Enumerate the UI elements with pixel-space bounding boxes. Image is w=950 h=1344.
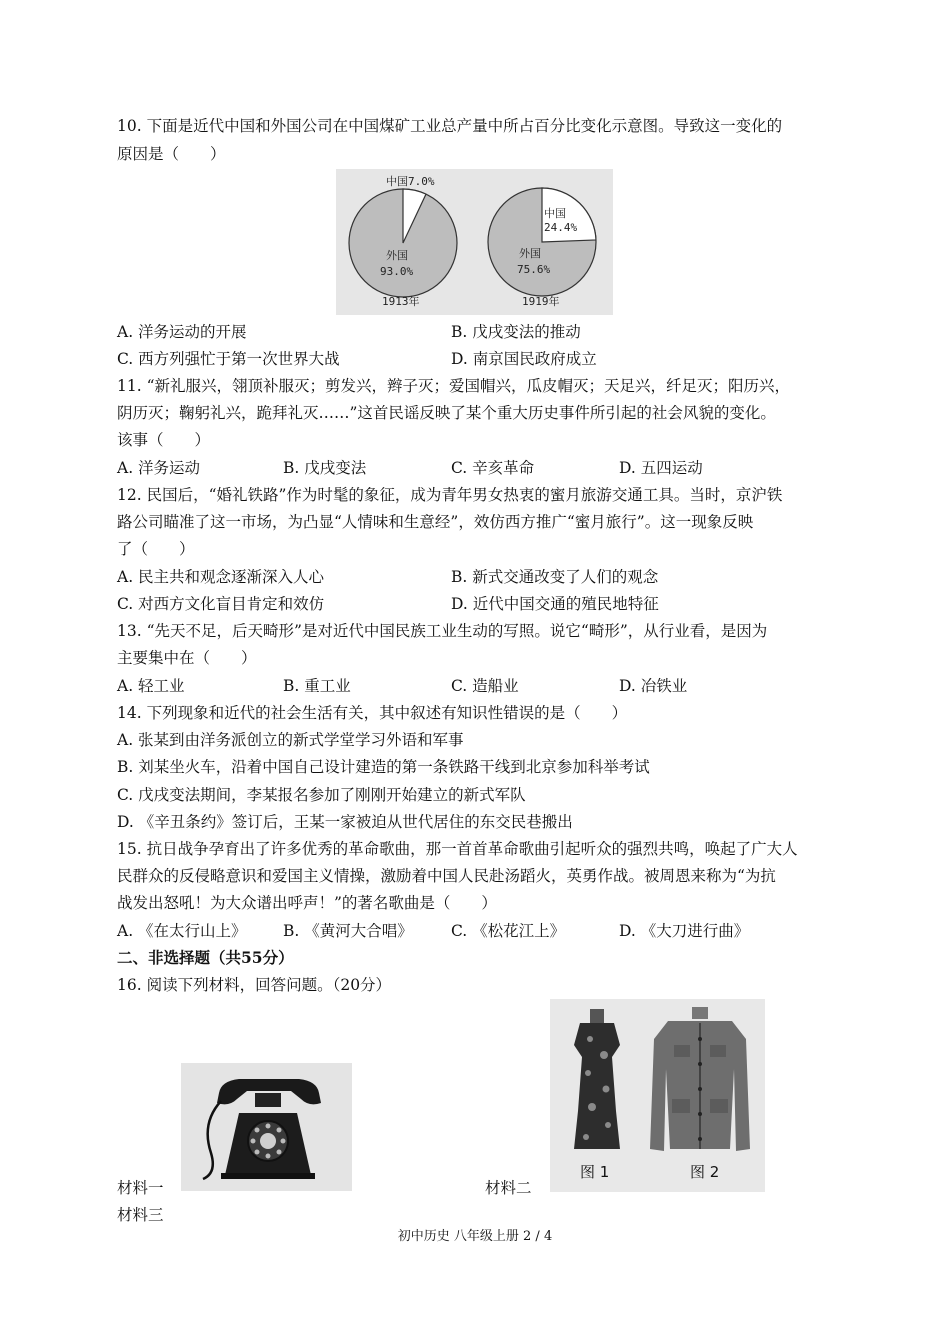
pie1-foreign-value: 93.0% <box>380 265 414 278</box>
section-title: 二、非选择题（共55分） <box>117 948 294 967</box>
fig1-label: 图 1 <box>580 1163 610 1181</box>
q11-stem-line3: 该事（ ） <box>117 431 211 449</box>
q12-stem-line1: 12. 民国后，“婚礼铁路”作为时髦的象征，成为青年男女热衷的蜜月旅游交通工具。当时，京沪铁 <box>117 486 783 504</box>
pie-chart-figure <box>336 169 613 315</box>
q12-stem-line2: 路公司瞄准了这一市场，为凸显“人情味和生意经”，效仿西方推广“蜜月旅行”。这一现象反映 <box>117 513 754 531</box>
q10-option-c: C. 西方列强忙于第一次世界大战 <box>117 350 340 368</box>
q14-stem: 14. 下列现象和近代的社会生活有关，其中叙述有知识性错误的是（ ） <box>117 704 628 722</box>
pie1-china-label: 中国7.0% <box>386 175 435 188</box>
q10-option-a: A. 洋务运动的开展 <box>117 323 247 341</box>
q15-option-d: D. 《大刀进行曲》 <box>619 922 750 940</box>
q10-stem-line1: 10. 下面是近代中国和外国公司在中国煤矿工业总产量中所占百分比变化示意图。导致这一变化的 <box>117 117 783 135</box>
pie-chart-svg <box>336 169 613 315</box>
q15-stem-line1: 15. 抗日战争孕育出了许多优秀的革命歌曲，那一首首革命歌曲引起听众的强烈共鸣，唤起了广大人 <box>117 840 798 858</box>
q12-option-a: A. 民主共和观念逐渐深入人心 <box>117 568 325 586</box>
pie1-year-label: 1913年 <box>382 295 420 308</box>
pie2-foreign-value: 75.6% <box>517 263 551 276</box>
q14-option-a: A. 张某到由洋务派创立的新式学堂学习外语和军事 <box>117 731 464 749</box>
q11-option-c: C. 辛亥革命 <box>451 459 535 477</box>
q15-stem-line3: 战发出怒吼！为大众谱出呼声！”的著名歌曲是（ ） <box>117 894 497 912</box>
q11-option-b: B. 戊戌变法 <box>283 459 367 477</box>
q10-option-b: B. 戊戌变法的推动 <box>451 323 581 341</box>
q10-option-d: D. 南京国民政府成立 <box>451 350 597 368</box>
q11-stem-line1: 11. “新礼服兴，翎顶补服灭；剪发兴，辫子灭；爱国帽兴，瓜皮帽灭；天足兴，纤足灭；阳历兴， <box>117 377 791 395</box>
q13-option-c: C. 造船业 <box>451 677 519 695</box>
clothing-image <box>550 999 765 1192</box>
pie1-foreign-label: 外国 <box>386 249 408 262</box>
q13-option-d: D. 冶铁业 <box>619 677 688 695</box>
q11-option-d: D. 五四运动 <box>619 459 703 477</box>
q12-option-c: C. 对西方文化盲目肯定和效仿 <box>117 595 325 613</box>
q15-stem-line2: 民群众的反侵略意识和爱国主义情操，激励着中国人民赴汤蹈火，英勇作战。被周恩来称为“为抗 <box>117 867 776 885</box>
q15-option-a: A. 《在太行山上》 <box>117 922 247 940</box>
fig2-label: 图 2 <box>690 1163 720 1181</box>
q13-option-a: A. 轻工业 <box>117 677 185 695</box>
q14-option-c: C. 戊戌变法期间，李某报名参加了刚刚开始建立的新式军队 <box>117 786 526 804</box>
q12-option-d: D. 近代中国交通的殖民地特征 <box>451 595 659 613</box>
q12-stem-line3: 了（ ） <box>117 540 195 558</box>
q13-stem-line1: 13. “先天不足，后天畸形”是对近代中国民族工业生动的写照。说它“畸形”，从行业看，是因为 <box>117 622 768 640</box>
q14-option-d: D. 《辛丑条约》签订后，王某一家被迫从世代居住的东交民巷搬出 <box>117 813 573 831</box>
pie2-foreign-label: 外国 <box>519 247 541 260</box>
material2-label: 材料二 <box>485 1179 532 1197</box>
pie2-year-label: 1919年 <box>522 295 560 308</box>
material3-label: 材料三 <box>117 1206 164 1224</box>
pie2-china-label: 中国 <box>544 207 566 220</box>
clothing-icon <box>550 999 765 1192</box>
q15-option-c: C. 《松花江上》 <box>451 922 566 940</box>
q10-stem-line2: 原因是（ ） <box>117 145 226 163</box>
q13-option-b: B. 重工业 <box>283 677 351 695</box>
q15-option-b: B. 《黄河大合唱》 <box>283 922 413 940</box>
pie2-china-value: 24.4% <box>544 221 578 234</box>
q11-option-a: A. 洋务运动 <box>117 459 201 477</box>
telephone-image <box>181 1063 352 1191</box>
page-footer: 初中历史 八年级上册 2 / 4 <box>397 1229 553 1244</box>
q16-stem: 16. 阅读下列材料，回答问题。（20分） <box>117 976 392 994</box>
q12-option-b: B. 新式交通改变了人们的观念 <box>451 568 659 586</box>
material1-label: 材料一 <box>117 1179 164 1197</box>
q11-stem-line2: 阴历灭；鞠躬礼兴，跪拜礼灭……”这首民谣反映了某个重大历史事件所引起的社会风貌的变化。 <box>117 404 776 422</box>
q13-stem-line2: 主要集中在（ ） <box>117 649 257 667</box>
q14-option-b: B. 刘某坐火车，沿着中国自己设计建造的第一条铁路干线到北京参加科举考试 <box>117 758 650 776</box>
telephone-icon <box>181 1063 352 1191</box>
